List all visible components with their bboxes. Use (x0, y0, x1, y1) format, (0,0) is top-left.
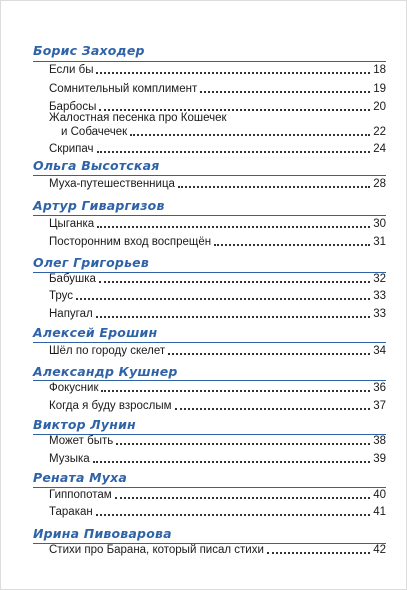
dot-leader (200, 91, 370, 93)
dot-leader (99, 281, 370, 283)
dot-leader (96, 316, 370, 318)
entry-page-number: 40 (373, 489, 386, 501)
entry-title: Сомнительный комплимент (49, 83, 198, 95)
entry-title: Бабушка (49, 273, 96, 285)
toc-entry[interactable] (49, 64, 386, 77)
dot-leader (130, 134, 370, 136)
entry-title: Напугал (49, 308, 93, 320)
entry-page-number: 22 (373, 126, 386, 138)
entry-title: Трус (49, 290, 74, 302)
entry-page-number: 24 (373, 143, 386, 155)
entry-page-number: 20 (373, 101, 386, 113)
author-heading: Алексей Ерошин (33, 325, 158, 340)
author-heading: Ольга Высотская (33, 158, 160, 173)
toc-entry[interactable] (49, 400, 386, 413)
entry-page-number: 34 (373, 345, 386, 357)
toc-entry[interactable] (49, 178, 386, 191)
entry-page-number: 37 (373, 400, 386, 412)
section-divider (33, 61, 386, 62)
section-divider (33, 342, 386, 343)
dot-leader (76, 298, 370, 300)
entry-title: Скрипач (49, 143, 94, 155)
toc-entry[interactable] (49, 143, 386, 156)
toc-entry[interactable] (61, 126, 386, 139)
entry-page-number: 41 (373, 506, 386, 518)
entry-title: Может быть (49, 435, 114, 447)
entry-page-number: 31 (373, 236, 386, 248)
entry-title: Стихи про Барана, который писал стихи (49, 544, 264, 556)
author-heading: Рената Муха (33, 470, 128, 485)
entry-title: Музыка (49, 453, 90, 465)
dot-leader (168, 353, 370, 355)
entry-title: Когда я буду взрослым (49, 400, 172, 412)
section-divider (33, 487, 386, 488)
dot-leader (175, 408, 371, 410)
toc-entry[interactable] (49, 273, 386, 286)
entry-page-number: 18 (373, 64, 386, 76)
toc-entry[interactable] (49, 382, 386, 395)
dot-leader (101, 390, 370, 392)
dot-leader (178, 186, 370, 188)
toc-entry[interactable] (49, 435, 386, 448)
dot-leader (267, 552, 370, 554)
author-heading: Ирина Пивоварова (33, 526, 172, 541)
section-divider (33, 215, 386, 216)
entry-title: Гиппопотам (49, 489, 112, 501)
dot-leader (96, 514, 370, 516)
entry-page-number: 38 (373, 435, 386, 447)
dot-leader (97, 226, 370, 228)
entry-page-number: 30 (373, 218, 386, 230)
entry-page-number: 28 (373, 178, 386, 190)
entry-title: Фокусник (49, 382, 99, 394)
author-heading: Олег Григорьев (33, 255, 149, 270)
toc-entry[interactable] (49, 489, 386, 502)
dot-leader (115, 497, 371, 499)
toc-entry[interactable] (49, 308, 386, 321)
entry-title: и Собачечек (61, 126, 128, 138)
toc-entry[interactable] (49, 506, 386, 519)
section-divider (33, 175, 386, 176)
toc-entry[interactable] (49, 345, 386, 358)
section-divider (33, 380, 386, 381)
dot-leader (116, 443, 370, 445)
entry-title: Муха-путешественница (49, 178, 175, 190)
entry-page-number: 19 (373, 83, 386, 95)
dot-leader (93, 461, 371, 463)
toc-entry[interactable] (49, 236, 386, 249)
entry-page-number: 39 (373, 453, 386, 465)
toc-entry[interactable] (49, 290, 386, 303)
dot-leader (96, 72, 370, 74)
entry-title: Барбосы (49, 101, 97, 113)
entry-page-number: 36 (373, 382, 386, 394)
author-heading: Артур Гиваргизов (33, 198, 165, 213)
author-heading: Борис Заходер (33, 43, 145, 58)
author-heading: Виктор Лунин (33, 417, 136, 432)
toc-entry[interactable] (49, 453, 386, 466)
dot-leader (97, 151, 371, 153)
entry-page-number: 33 (373, 290, 386, 302)
toc-entry[interactable] (49, 83, 386, 96)
entry-title: Цыганка (49, 218, 95, 230)
entry-title: Если бы (49, 64, 94, 76)
entry-title: Посторонним вход воспрещён (49, 236, 212, 248)
entry-page-number: 42 (373, 544, 386, 556)
dot-leader (99, 109, 370, 111)
entry-page-number: 33 (373, 308, 386, 320)
entry-title-first-line[interactable]: Жалостная песенка про Кошечек (49, 112, 227, 124)
author-heading: Александр Кушнер (33, 364, 178, 379)
toc-entry[interactable] (49, 544, 386, 557)
dot-leader (214, 244, 370, 246)
toc-entry[interactable] (49, 218, 386, 231)
entry-title: Таракан (49, 506, 93, 518)
entry-title: Шёл по городу скелет (49, 345, 166, 357)
entry-page-number: 32 (373, 273, 386, 285)
